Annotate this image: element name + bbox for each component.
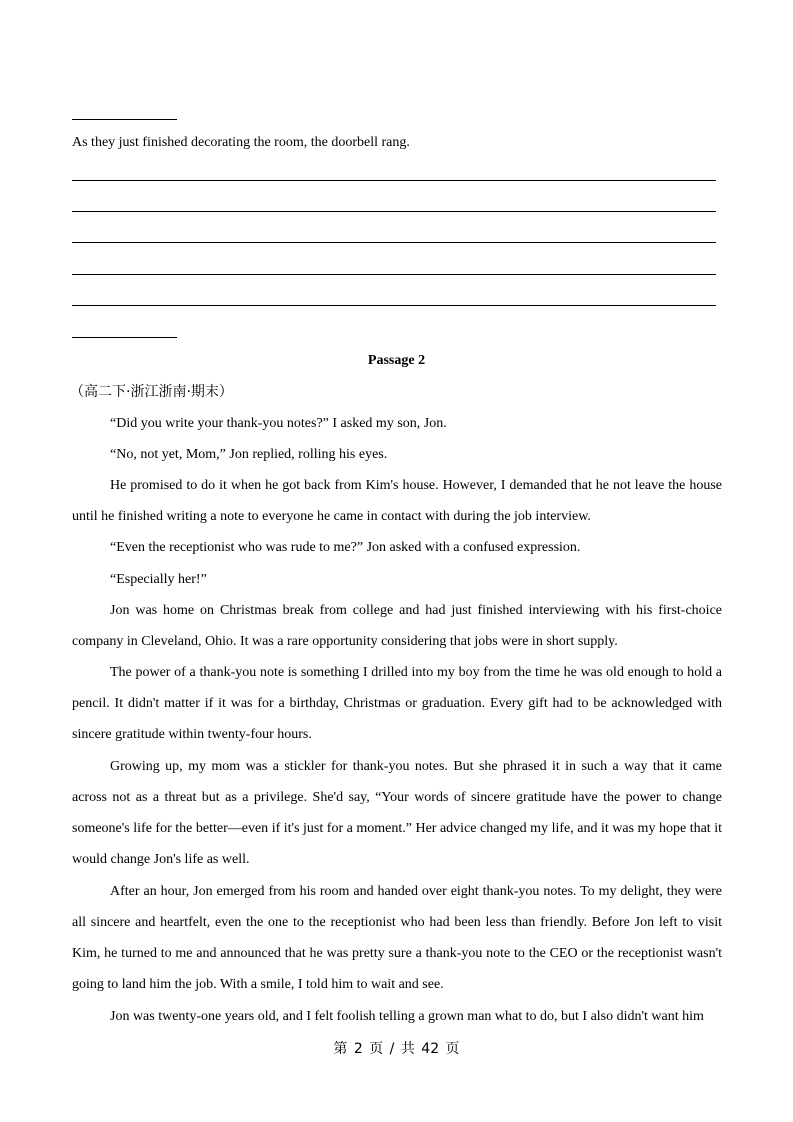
passage-title: Passage 2 — [367, 353, 426, 368]
continuation-prompt: As they just finished decorating the room, the doorbell rang. — [72, 135, 410, 150]
paragraph-7: The power of a thank-you note is something I drilled into my boy from the time he was old enough to hold a pencil. It didn't matter if it was for a birthday, Christmas or graduation. Every gift had to be acknowledged with sincere gratitude within twenty-four hours. — [72, 665, 722, 742]
paragraph-5: “Especially her!” — [110, 572, 207, 587]
answer-line-2 — [72, 211, 716, 212]
paragraph-3: He promised to do it when he got back from Kim's house. However, I demanded that he not leave the house until he finished writing a note to everyone he came in contact with during the job interview. — [72, 478, 722, 524]
answer-blank-short-top — [72, 119, 177, 120]
page-number-footer: 第 2 页 / 共 42 页 — [333, 1041, 460, 1057]
answer-line-1 — [72, 180, 716, 181]
paragraph-6: Jon was home on Christmas break from college and had just finished interviewing with his first-choice company in Cleveland, Ohio. It was a rare opportunity considering that jobs were in short supply. — [72, 603, 722, 649]
source-label: （高二下·浙江浙南·期末） — [70, 384, 233, 400]
paragraph-9: After an hour, Jon emerged from his room and handed over eight thank-you notes. To my delight, they were all sincere and heartfelt, even the one to the receptionist who had been less than friendly. Before Jon left to visit Kim, he turned to me and announced that he was pretty sure a thank-you note to the CEO or the receptionist wasn't going to land him the job. With a smile, I told him to wait and see. — [72, 884, 722, 992]
paragraph-8: Growing up, my mom was a stickler for thank-you notes. But she phrased it in such a way that it came across not as a threat but as a privilege. She'd say, “Your words of sincere gratitude have the power to change someone's life for the better—even if it's just for a moment.” Her advice changed my life, and it was my hope that it would change Jon's life as well. — [72, 759, 722, 867]
answer-line-3 — [72, 242, 716, 243]
answer-line-5 — [72, 305, 716, 306]
answer-blank-short-bottom — [72, 337, 177, 338]
paragraph-4: “Even the receptionist who was rude to me?” Jon asked with a confused expression. — [110, 540, 581, 555]
paragraph-1: “Did you write your thank-you notes?” I asked my son, Jon. — [110, 416, 447, 431]
paragraph-10: Jon was twenty-one years old, and I felt foolish telling a grown man what to do, but I also didn't want him — [110, 1009, 704, 1024]
answer-line-4 — [72, 274, 716, 275]
paragraph-2: “No, not yet, Mom,” Jon replied, rolling his eyes. — [110, 447, 388, 462]
